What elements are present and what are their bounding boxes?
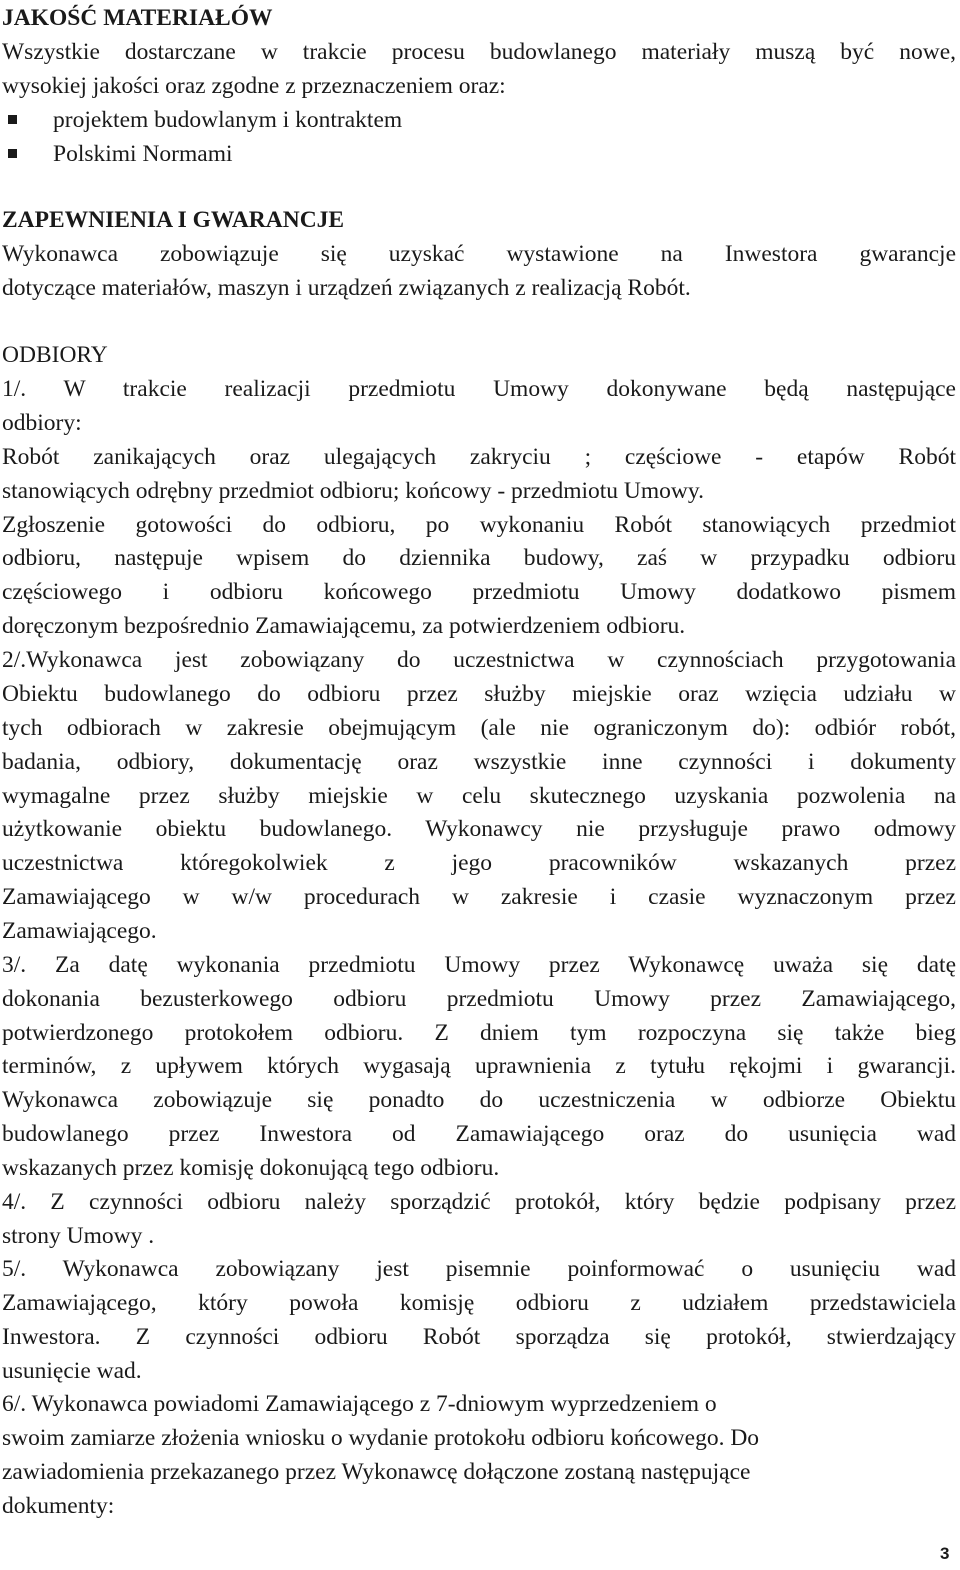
text-line: Zamawiającego. — [2, 918, 157, 944]
text-line: Wszystkie dostarczane w trakcie procesu budowlanego materiały muszą być nowe, — [2, 39, 956, 65]
text-line: dokonania bezusterkowego odbioru przedmiotu Umowy przez Zamawiającego, — [2, 986, 956, 1012]
text-line: odbiory: — [2, 410, 82, 436]
text-line: Wykonawca zobowiązuje się uzyskać wystawione na Inwestora gwarancje — [2, 241, 956, 267]
text-line: usunięcie wad. — [2, 1358, 142, 1384]
text-line: 4/. Z czynności odbioru należy sporządzić protokół, który będzie podpisany przez — [2, 1189, 956, 1215]
text-line: częściowego i odbioru końcowego przedmiotu Umowy dodatkowo pismem — [2, 579, 956, 605]
text-line: wskazanych przez komisję dokonującą tego odbioru. — [2, 1155, 500, 1181]
text-line: swoim zamiarze złożenia wniosku o wydanie protokołu odbioru końcowego. Do — [2, 1425, 760, 1451]
text-line: Robót zanikających oraz ulegających zakryciu ; częściowe - etapów Robót — [2, 444, 956, 470]
text-line: dokumenty: — [2, 1493, 115, 1519]
section-heading-acceptance: ODBIORY — [2, 342, 108, 368]
section-heading-materials: JAKOŚĆ MATERIAŁÓW — [2, 5, 273, 31]
text-line: 6/. Wykonawca powiadomi Zamawiającego z 7-dniowym wyprzedzeniem o — [2, 1391, 717, 1417]
text-line: uczestnictwa któregokolwiek z jego pracowników wskazanych przez — [2, 850, 956, 876]
text-line: 5/. Wykonawca zobowiązany jest pisemnie poinformować o usunięciu wad — [2, 1256, 956, 1282]
bullet-icon — [8, 149, 17, 158]
text-line: odbioru, następuje wpisem do dziennika budowy, zaś w przypadku odbioru — [2, 545, 956, 571]
bullet-item — [2, 105, 956, 135]
text-line: 2/.Wykonawca jest zobowiązany do uczestnictwa w czynnościach przygotowania — [2, 647, 956, 673]
text-line: terminów, z upływem których wygasają uprawnienia z tytułu rękojmi i gwarancji. — [2, 1053, 956, 1079]
text-line: wysokiej jakości oraz zgodne z przeznaczeniem oraz: — [2, 73, 506, 99]
text-line: Inwestora. Z czynności odbioru Robót sporządza się protokół, stwierdzający — [2, 1324, 956, 1350]
text-line: Obiektu budowlanego do odbioru przez służby miejskie oraz wzięcia udziału w — [2, 681, 956, 707]
text-line: Wykonawca zobowiązuje się ponadto do uczestniczenia w odbiorze Obiektu — [2, 1087, 956, 1113]
bullet-item — [2, 139, 956, 169]
text-line: Zamawiającego w w/w procedurach w zakresie i czasie wyznaczonym przez — [2, 884, 956, 910]
page-number: 3 — [940, 1544, 950, 1563]
bullet-icon — [8, 115, 17, 124]
text-line: stanowiących odrębny przedmiot odbioru; końcowy - przedmiotu Umowy. — [2, 478, 705, 504]
bullet-text: projektem budowlanym i kontraktem — [53, 107, 403, 133]
text-line: potwierdzonego protokołem odbioru. Z dniem tym rozpoczyna się także bieg — [2, 1020, 956, 1046]
text-line: budowlanego przez Inwestora od Zamawiającego oraz do usunięcia wad — [2, 1121, 956, 1147]
section-heading-warranty: ZAPEWNIENIA I GWARANCJE — [2, 207, 345, 233]
text-line: zawiadomienia przekazanego przez Wykonawcę dołączone zostaną następujące — [2, 1459, 751, 1485]
text-line: Zgłoszenie gotowości do odbioru, po wykonaniu Robót stanowiących przedmiot — [2, 512, 956, 538]
bullet-text: Polskimi Normami — [53, 141, 233, 167]
text-line: wymagalne przez służby miejskie w celu skutecznego uzyskania pozwolenia na — [2, 783, 956, 809]
text-line: doręczonym bezpośrednio Zamawiającemu, za potwierdzeniem odbioru. — [2, 613, 686, 639]
text-line: badania, odbiory, dokumentację oraz wszystkie inne czynności i dokumenty — [2, 749, 956, 775]
text-line: użytkowanie obiektu budowlanego. Wykonawcy nie przysługuje prawo odmowy — [2, 816, 956, 842]
text-line: 3/. Za datę wykonania przedmiotu Umowy przez Wykonawcę uważa się datę — [2, 952, 956, 978]
text-line: dotyczące materiałów, maszyn i urządzeń związanych z realizacją Robót. — [2, 275, 691, 301]
text-line: strony Umowy . — [2, 1223, 155, 1249]
text-line: Zamawiającego, który powoła komisję odbioru z udziałem przedstawiciela — [2, 1290, 956, 1316]
text-line: 1/. W trakcie realizacji przedmiotu Umowy dokonywane będą następujące — [2, 376, 956, 402]
text-line: tych odbiorach w zakresie obejmującym (ale nie ograniczonym do): odbiór robót, — [2, 715, 956, 741]
